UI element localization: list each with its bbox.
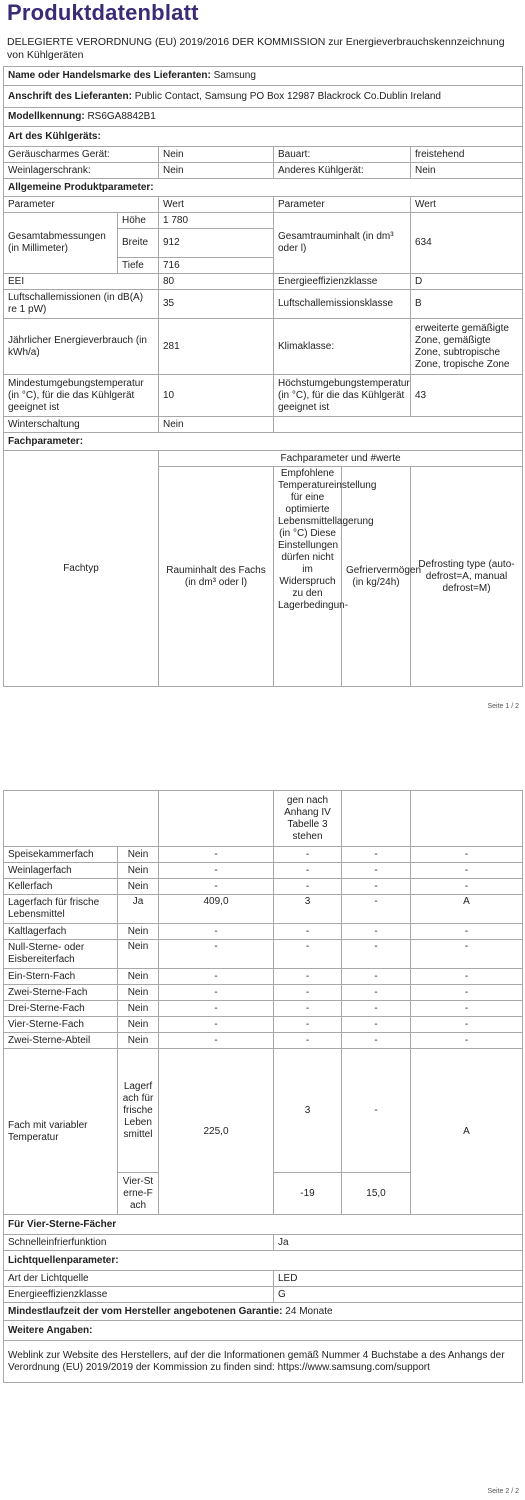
light-type-value: LED <box>274 1271 523 1287</box>
energy-class-label: Energieeffizienzklasse <box>274 274 411 290</box>
variable-compartment-name: Fach mit variabler Temperatur <box>4 1049 118 1215</box>
compartment-name: Vier-Sterne-Fach <box>4 1017 118 1033</box>
min-temp-label: Mindestumgebungstemperatur (in °C), für die das Kühlgerät geeignet ist <box>4 375 159 417</box>
table-row: Null-Sterne- oder Eisbereiterfach Nein - - - - <box>4 940 523 969</box>
table-row: Ein-Stern-Fach Nein - - - - <box>4 969 523 985</box>
depth-value: 716 <box>159 258 274 274</box>
supplier-name-row: Name oder Handelsmarke des Lieferanten: Samsung <box>4 67 523 86</box>
annual-consumption-label: Jährlicher Energieverbrauch (in kWh/a) <box>4 319 159 375</box>
noise-value: 35 <box>159 290 274 319</box>
table-row: Kaltlagerfach Nein - - - - <box>4 924 523 940</box>
compartment-name: Weinlagerfach <box>4 863 118 879</box>
document-title: Produktdatenblatt <box>7 0 199 25</box>
compartment-name: Lagerfach für frische Lebensmittel <box>4 895 118 924</box>
compartment-params-heading: Fachparameter: <box>4 433 523 451</box>
design-value: freistehend <box>411 147 523 163</box>
min-temp-value: 10 <box>159 375 274 417</box>
climate-class-label: Klimaklasse: <box>274 319 411 375</box>
fast-freeze-value: Ja <box>274 1235 523 1251</box>
col-freezing-capacity: Gefriervermögen (in kg/24h) <box>342 467 411 687</box>
four-star-heading: Für Vier-Sterne-Fächer <box>4 1215 523 1235</box>
table-row: Speisekammerfach Nein - - - - <box>4 847 523 863</box>
width-value: 912 <box>159 229 274 258</box>
compartment-name: Kellerfach <box>4 879 118 895</box>
variable-temp-row-1 <box>4 1049 523 1173</box>
col-volume: Rauminhalt des Fachs (in dm³ oder l) <box>159 467 274 687</box>
table-row: Kellerfach Nein - - - - <box>4 879 523 895</box>
guarantee-row: Mindestlaufzeit der vom Hersteller angebotenen Garantie: 24 Monate <box>4 1303 523 1321</box>
support-link[interactable]: https://www.samsung.com/support <box>277 1361 430 1373</box>
compartment-name: Drei-Sterne-Fach <box>4 1001 118 1017</box>
col-defrost-type: Defrosting type (auto-defrost=A, manual defrost=M) <box>411 467 523 687</box>
table-row: Vier-Sterne-Fach Nein - - - - <box>4 1017 523 1033</box>
col-compartment-type: Fachtyp <box>4 451 159 687</box>
table-row: Drei-Sterne-Fach Nein - - - - <box>4 1001 523 1017</box>
winter-label: Winterschaltung <box>4 417 159 433</box>
low-noise-value: Nein <box>159 147 274 163</box>
variable-temp-2: -19 <box>274 1173 342 1215</box>
supplier-address-row: Anschrift des Lieferanten: Public Contact, Samsung PO Box 12987 Blackrock Co.Dublin Ireland <box>4 86 523 108</box>
device-type-heading: Art des Kühlgeräts: <box>4 127 523 147</box>
width-label: Breite <box>118 229 159 258</box>
table-row: Zwei-Sterne-Abteil Nein - - - - <box>4 1033 523 1049</box>
datasheet-table-page-1 <box>3 66 523 687</box>
climate-class-value: erweiterte gemäßigte Zone, gemäßigte Zone, subtropische Zone, tropische Zone <box>411 319 523 375</box>
noise-class-label: Luftschallemissionsklasse <box>274 290 411 319</box>
fast-freeze-label: Schnelleinfrierfunktion <box>4 1235 274 1251</box>
variable-temp-1: 3 <box>274 1049 342 1173</box>
annual-consumption-value: 281 <box>159 319 274 375</box>
variable-sub-fresh: Lagerfach für frische Lebensmittel <box>118 1049 159 1173</box>
variable-freeze-2: 15,0 <box>342 1173 411 1215</box>
page-number-2: Seite 2 / 2 <box>487 1488 519 1495</box>
other-appliance-value: Nein <box>411 163 523 179</box>
model-row: Modellkennung: RS6GA8842B1 <box>4 108 523 127</box>
light-class-label: Energieeffizienzklasse <box>4 1287 274 1303</box>
depth-label: Tiefe <box>118 258 159 274</box>
light-type-label: Art der Lichtquelle <box>4 1271 274 1287</box>
compartment-name: Kaltlagerfach <box>4 924 118 940</box>
further-info-heading: Weitere Angaben: <box>4 1321 523 1341</box>
design-label: Bauart: <box>274 147 411 163</box>
volume-label: Gesamtrauminhalt (in dm³ oder l) <box>274 213 411 274</box>
compartment-name: Ein-Stern-Fach <box>4 969 118 985</box>
further-info-text: Weblink zur Website des Herstellers, auf der die Informationen gemäß Nummer 4 Buchstabe a des Anhangs der Verordnung (EU) 2019/2019 der Kommission zu finden sind: https://www.samsung.com/support <box>4 1341 523 1383</box>
guarantee-value: 24 Monate <box>285 1305 333 1317</box>
compartment-name: Zwei-Sterne-Abteil <box>4 1033 118 1049</box>
height-value: 1 780 <box>159 213 274 229</box>
document-subtitle: DELEGIERTE VERORDNUNG (EU) 2019/2016 DER KOMMISSION zur Energieverbrauchskennzeichnung von Kühlgeräten <box>7 36 505 61</box>
table-row: Weinlagerfach Nein - - - - <box>4 863 523 879</box>
datasheet-table-page-2 <box>3 790 523 1383</box>
col-value-2: Wert <box>411 197 523 213</box>
winter-value: Nein <box>159 417 274 433</box>
variable-freeze-1: - <box>342 1049 411 1173</box>
eei-label: EEI <box>4 274 159 290</box>
page-2 <box>0 750 525 1500</box>
table-row: Lagerfach für frische Lebensmittel Ja 409,0 3 - A <box>4 895 523 924</box>
col-value-1: Wert <box>159 197 274 213</box>
light-class-value: G <box>274 1287 523 1303</box>
compartment-name: Speisekammerfach <box>4 847 118 863</box>
model-value: RS6GA8842B1 <box>87 111 156 122</box>
max-temp-value: 43 <box>411 375 523 417</box>
page-number-1: Seite 1 / 2 <box>487 703 519 710</box>
supplier-name-value: Samsung <box>213 70 256 81</box>
variable-defrost: A <box>411 1049 523 1215</box>
variable-sub-four-star: Vier-Sterne-Fach <box>118 1173 159 1215</box>
compartment-name: Null-Sterne- oder Eisbereiterfach <box>4 940 118 969</box>
col-recommended-temp: Empfohlene Temperatureinstellung für eine optimierte Lebensmittellagerung (in °C) Diese Einstellungen dürfen nicht im Widerspruch zu den Lagerbedingun- <box>274 467 342 687</box>
table-row: Zwei-Sterne-Fach Nein - - - - <box>4 985 523 1001</box>
height-label: Höhe <box>118 213 159 229</box>
wine-cabinet-label: Weinlagerschrank: <box>4 163 159 179</box>
compartment-group-header: Fachparameter und #werte <box>159 451 523 467</box>
max-temp-label: Höchstumgebungstemperatur (in °C), für die das Kühlgerät geeignet ist <box>274 375 411 417</box>
noise-class-value: B <box>411 290 523 319</box>
eei-value: 80 <box>159 274 274 290</box>
variable-volume: 225,0 <box>159 1049 274 1215</box>
light-source-heading: Lichtquellenparameter: <box>4 1251 523 1271</box>
page-1 <box>0 0 525 715</box>
compartment-name: Zwei-Sterne-Fach <box>4 985 118 1001</box>
dimensions-label: Gesamtabmessungen (in Millimeter) <box>4 213 118 274</box>
general-params-heading: Allgemeine Produktparameter: <box>4 179 523 197</box>
col-recommended-temp-cont: gen nach Anhang IV Tabelle 3 stehen <box>274 791 342 847</box>
supplier-address-value: Public Contact, Samsung PO Box 12987 Blackrock Co.Dublin Ireland <box>134 90 441 102</box>
energy-class-value: D <box>411 274 523 290</box>
col-parameter-1: Parameter <box>4 197 159 213</box>
other-appliance-label: Anderes Kühlgerät: <box>274 163 411 179</box>
wine-cabinet-value: Nein <box>159 163 274 179</box>
col-parameter-2: Parameter <box>274 197 411 213</box>
noise-label: Luftschallemissionen (in dB(A) re 1 pW) <box>4 290 159 319</box>
low-noise-label: Geräuscharmes Gerät: <box>4 147 159 163</box>
volume-value: 634 <box>411 213 523 274</box>
